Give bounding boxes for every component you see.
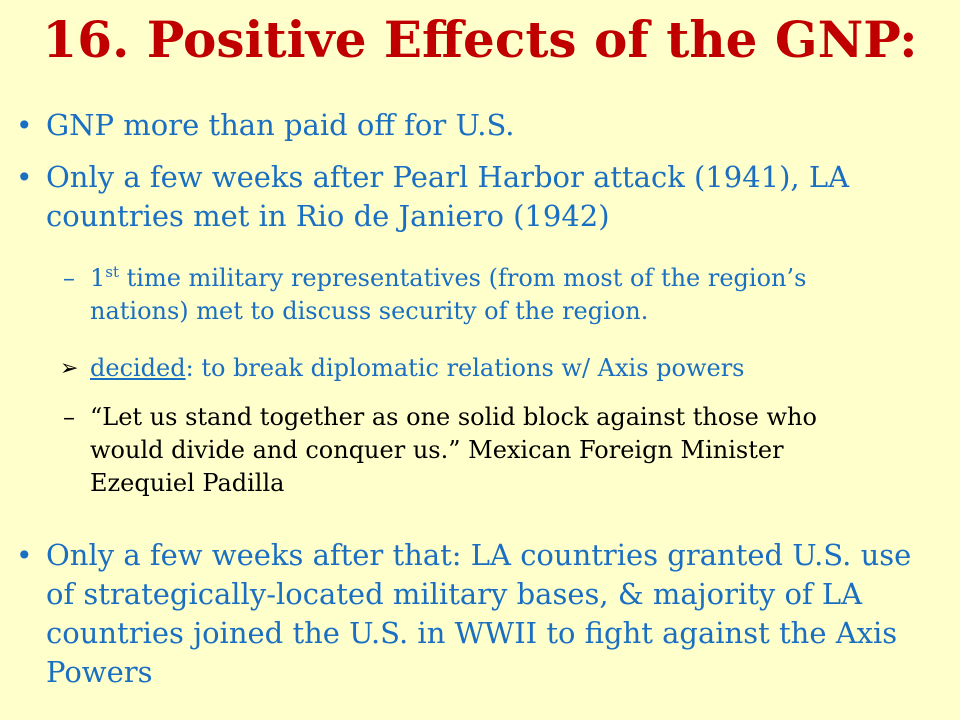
sub-item-decided bbox=[60, 352, 950, 385]
decided-label: decided bbox=[90, 354, 186, 382]
bullet-item-2 bbox=[16, 158, 926, 236]
bullet-text: Only a few weeks after Pearl Harbor attack (1941), LA countries met in Rio de Janiero (1942) bbox=[46, 160, 850, 233]
quote-text: “Let us stand together as one solid block against those who would divide and conquer us.” Mexican Foreign Minister Ezequiel Padilla bbox=[90, 403, 817, 497]
bullet-text: Only a few weeks after that: LA countries granted U.S. use of strategically-located military bases, & majority of LA countries joined the U.S. in WWII to fight against the Axis Powers bbox=[46, 538, 912, 689]
sub-text-superscript: st bbox=[105, 263, 120, 281]
dash-icon: – bbox=[63, 264, 75, 292]
bullet-icon: • bbox=[16, 161, 33, 194]
bullet-icon: • bbox=[16, 539, 33, 572]
decided-text: : to break diplomatic relations w/ Axis powers bbox=[185, 354, 745, 382]
sub-item-quote bbox=[63, 401, 870, 500]
sub-text-prefix: 1 bbox=[90, 264, 106, 292]
bullet-icon: • bbox=[16, 109, 33, 142]
bullet-item-3 bbox=[16, 536, 926, 692]
sub-item-first-time bbox=[63, 262, 870, 328]
sub-text-rest: time military representatives (from most of the region’s nations) met to discuss security of the region. bbox=[90, 264, 807, 325]
dash-icon: – bbox=[63, 403, 75, 431]
slide-title: 16. Positive Effects of the GNP: bbox=[42, 10, 918, 69]
bullet-item-1 bbox=[16, 106, 946, 145]
arrow-bullet-icon: ➢ bbox=[60, 356, 79, 381]
bullet-text: GNP more than paid off for U.S. bbox=[46, 108, 515, 142]
